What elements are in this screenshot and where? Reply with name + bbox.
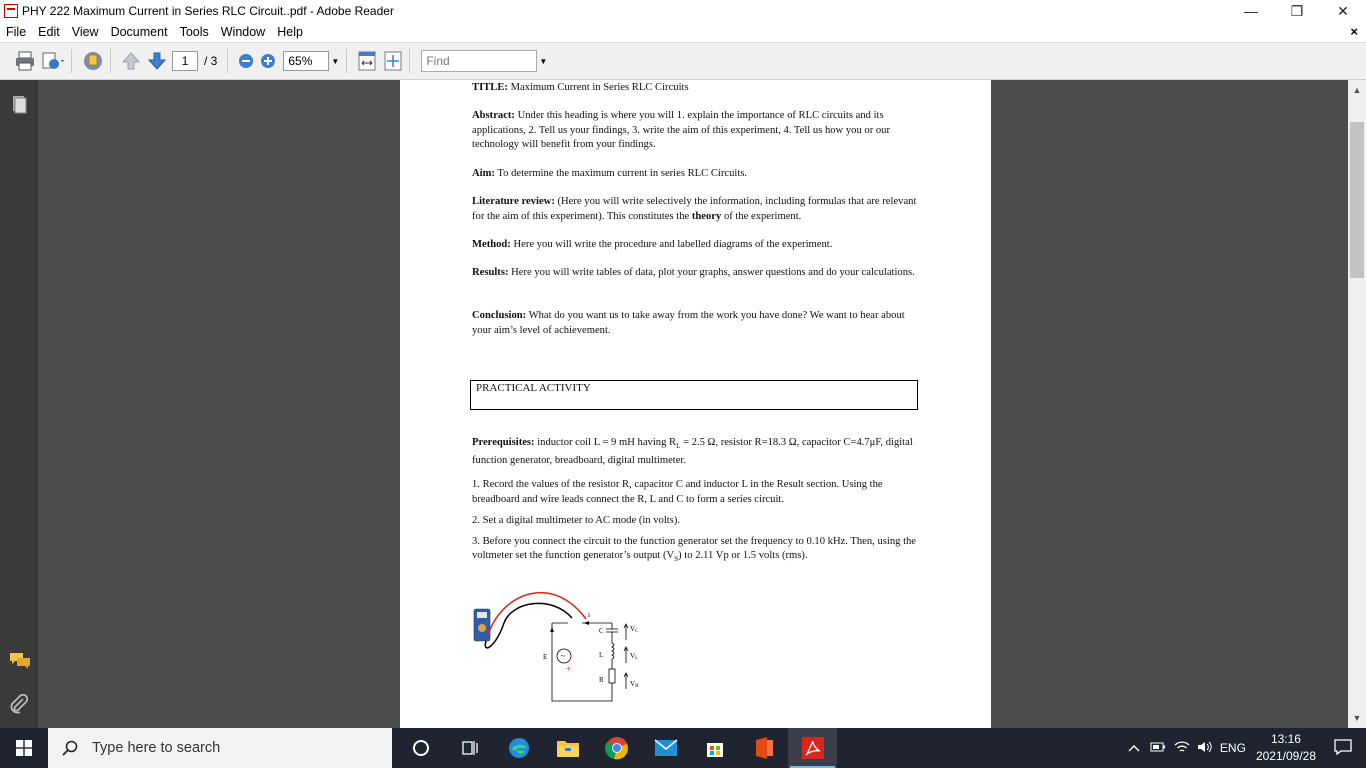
find-dropdown-icon[interactable]: ▼ [539, 56, 548, 66]
title-label: TITLE: [472, 82, 508, 93]
literature-label: Literature review: [472, 196, 555, 207]
vc-label: VC [630, 625, 639, 634]
capacitor-label: C [599, 627, 604, 635]
maximize-button[interactable]: ❐ [1290, 2, 1304, 19]
menu-file[interactable]: File [6, 25, 27, 39]
step-3 [472, 535, 922, 566]
zoom-dropdown-icon[interactable]: ▼ [331, 56, 340, 66]
wifi-icon[interactable] [1174, 740, 1190, 757]
show-hidden-icons-icon[interactable] [1128, 741, 1140, 755]
share-icon[interactable] [40, 47, 66, 75]
vl-label: VL [630, 652, 639, 661]
zoom-level-input[interactable]: 65% [283, 51, 329, 71]
step-2: 2. Set a digital multimeter to AC mode (in volts). [472, 515, 681, 526]
taskbar [0, 728, 1366, 768]
step-1: 1. Record the values of the resistor R, capacitor C and inductor L in the Result section. Using the breadboard and wire leads connect the R, L and C to form a series circuit. [472, 479, 883, 505]
clock-date: 2021/09/28 [1255, 749, 1316, 763]
scroll-down-icon[interactable]: ▼ [1352, 713, 1362, 723]
step-3-text: 3. Before you connect the circuit to the function generator set the frequency to 0.10 kHz. Then, using the voltmeter set the function generator’s output (V [472, 536, 917, 561]
collaborate-icon[interactable] [81, 47, 105, 75]
next-page-icon[interactable] [146, 47, 168, 75]
document-viewer[interactable] [38, 80, 1348, 728]
vr-label: VR [630, 680, 639, 689]
doc-title-line [472, 81, 922, 96]
system-tray [1128, 728, 1366, 768]
current-label: i [588, 611, 590, 619]
pdf-page [400, 80, 991, 728]
mail-icon[interactable] [641, 728, 690, 768]
svg-text:~: ~ [560, 651, 565, 661]
source-label: E [543, 653, 548, 661]
zoom-in-icon[interactable] [259, 47, 277, 75]
chrome-icon[interactable] [592, 728, 641, 768]
literature-bold-word: theory [691, 210, 722, 222]
language-indicator[interactable]: ENG [1219, 741, 1246, 755]
aim-label: Aim: [472, 168, 495, 179]
abstract-label: Abstract: [472, 110, 515, 121]
menu-help[interactable]: Help [277, 25, 303, 39]
resistor-label: R [599, 676, 604, 684]
menu-window[interactable]: Window [220, 25, 266, 39]
inductor-label: L [599, 651, 604, 659]
menu-view[interactable]: View [71, 25, 99, 39]
pdf-app-icon [4, 4, 18, 18]
method-label: Method: [472, 239, 511, 250]
menu-tools[interactable]: Tools [179, 25, 209, 39]
conclusion-text: What do you want us to take away from the work you have done? We want to hear about your aim’s level of achievement. [472, 310, 905, 336]
prerequisites-paragraph [472, 436, 922, 468]
zoom-out-icon[interactable] [237, 47, 255, 75]
store-icon[interactable] [690, 728, 739, 768]
find-input[interactable]: Find [421, 50, 537, 72]
page-total: / 3 [204, 54, 218, 68]
scroll-thumb[interactable] [1350, 122, 1364, 278]
circuit-diagram [472, 583, 662, 705]
title-text: Maximum Current in Series RLC Circuits [507, 82, 689, 93]
minimize-button[interactable]: — [1244, 3, 1258, 19]
print-icon[interactable] [14, 47, 36, 75]
clock-time: 13:16 [1270, 732, 1301, 746]
comments-panel-icon[interactable] [9, 650, 29, 670]
abstract-paragraph [472, 109, 922, 153]
conclusion-paragraph [472, 309, 922, 338]
literature-paragraph [472, 195, 922, 224]
menu-edit[interactable]: Edit [38, 25, 60, 39]
previous-page-icon[interactable] [120, 47, 142, 75]
edge-browser-icon[interactable] [494, 728, 543, 768]
close-document-button[interactable]: × [1350, 24, 1358, 39]
page-number-input[interactable]: 1 [172, 51, 198, 71]
fit-width-icon[interactable] [356, 47, 378, 75]
office-icon[interactable] [739, 728, 788, 768]
step-3-subscript: S [674, 555, 679, 564]
toolbar-separator [346, 49, 347, 73]
pages-panel-icon[interactable] [9, 94, 29, 114]
conclusion-label: Conclusion: [472, 310, 527, 321]
practical-activity-box: PRACTICAL ACTIVITY [470, 380, 918, 410]
aim-text: To determine the maximum current in series RLC Circuits. [494, 168, 748, 179]
probe-wire-black [485, 603, 572, 648]
aim-paragraph [472, 167, 922, 182]
attachments-panel-icon[interactable] [9, 694, 29, 714]
prerequisites-subscript: L [676, 442, 681, 451]
method-paragraph [472, 238, 922, 253]
results-label: Results: [472, 267, 509, 278]
close-button[interactable]: ✕ [1337, 2, 1349, 19]
abstract-text: Under this heading is where you will 1. explain the importance of RLC circuits and its applications, 2. Tell us your findings, 3. write the aim of this experiment, 4. Tell us how you or our technology will benefit from your findings. [472, 110, 890, 150]
windows-start-icon[interactable] [0, 728, 48, 768]
prerequisites-text: inductor coil L = 9 mH having R [534, 437, 677, 448]
toolbar [0, 42, 1366, 80]
literature-text-end: of the experiment. [721, 210, 802, 222]
title-bar [0, 0, 1366, 22]
volume-icon[interactable] [1196, 740, 1212, 757]
menu-document[interactable]: Document [110, 25, 168, 39]
scroll-up-icon[interactable]: ▲ [1352, 85, 1362, 95]
menu-bar [0, 22, 1366, 42]
toolbar-separator [227, 49, 228, 73]
task-view-icon[interactable] [445, 728, 494, 768]
search-icon [62, 740, 78, 756]
fit-page-icon[interactable] [382, 47, 404, 75]
search-placeholder: Type here to search [92, 740, 221, 756]
file-explorer-icon[interactable] [543, 728, 592, 768]
cortana-icon[interactable] [396, 728, 445, 768]
clock[interactable] [1256, 731, 1316, 765]
notifications-icon[interactable] [1334, 739, 1352, 758]
adobe-reader-taskbar-icon[interactable] [788, 728, 837, 768]
results-paragraph [472, 266, 922, 281]
source-plus-label: + [566, 664, 572, 674]
battery-icon[interactable] [1150, 741, 1166, 755]
toolbar-separator [71, 49, 72, 73]
toolbar-separator [110, 49, 111, 73]
prerequisites-label: Prerequisites: [472, 437, 535, 448]
navigation-pane [0, 80, 38, 728]
results-text: Here you will write tables of data, plot your graphs, answer questions and do your calculations. [508, 267, 915, 278]
method-text: Here you will write the procedure and labelled diagrams of the experiment. [510, 239, 833, 250]
prerequisites-text-end: = 2.5 Ω, resistor R=18.3 Ω, capacitor C=4.7μF, digital function generator, breadboard, digital multimeter. [472, 437, 913, 466]
vertical-scrollbar[interactable] [1348, 80, 1366, 728]
toolbar-separator [409, 49, 410, 73]
literature-text: (Here you will write selectively the information, including formulas that are relevant for the aim of this experiment). This constitutes the [472, 196, 917, 222]
window-title: PHY 222 Maximum Current in Series RLC Circuit..pdf - Adobe Reader [22, 4, 394, 18]
step-3-text-end: ) to 2.11 Vp or 1.5 volts (rms). [678, 550, 808, 561]
taskbar-search-box[interactable] [48, 728, 392, 768]
